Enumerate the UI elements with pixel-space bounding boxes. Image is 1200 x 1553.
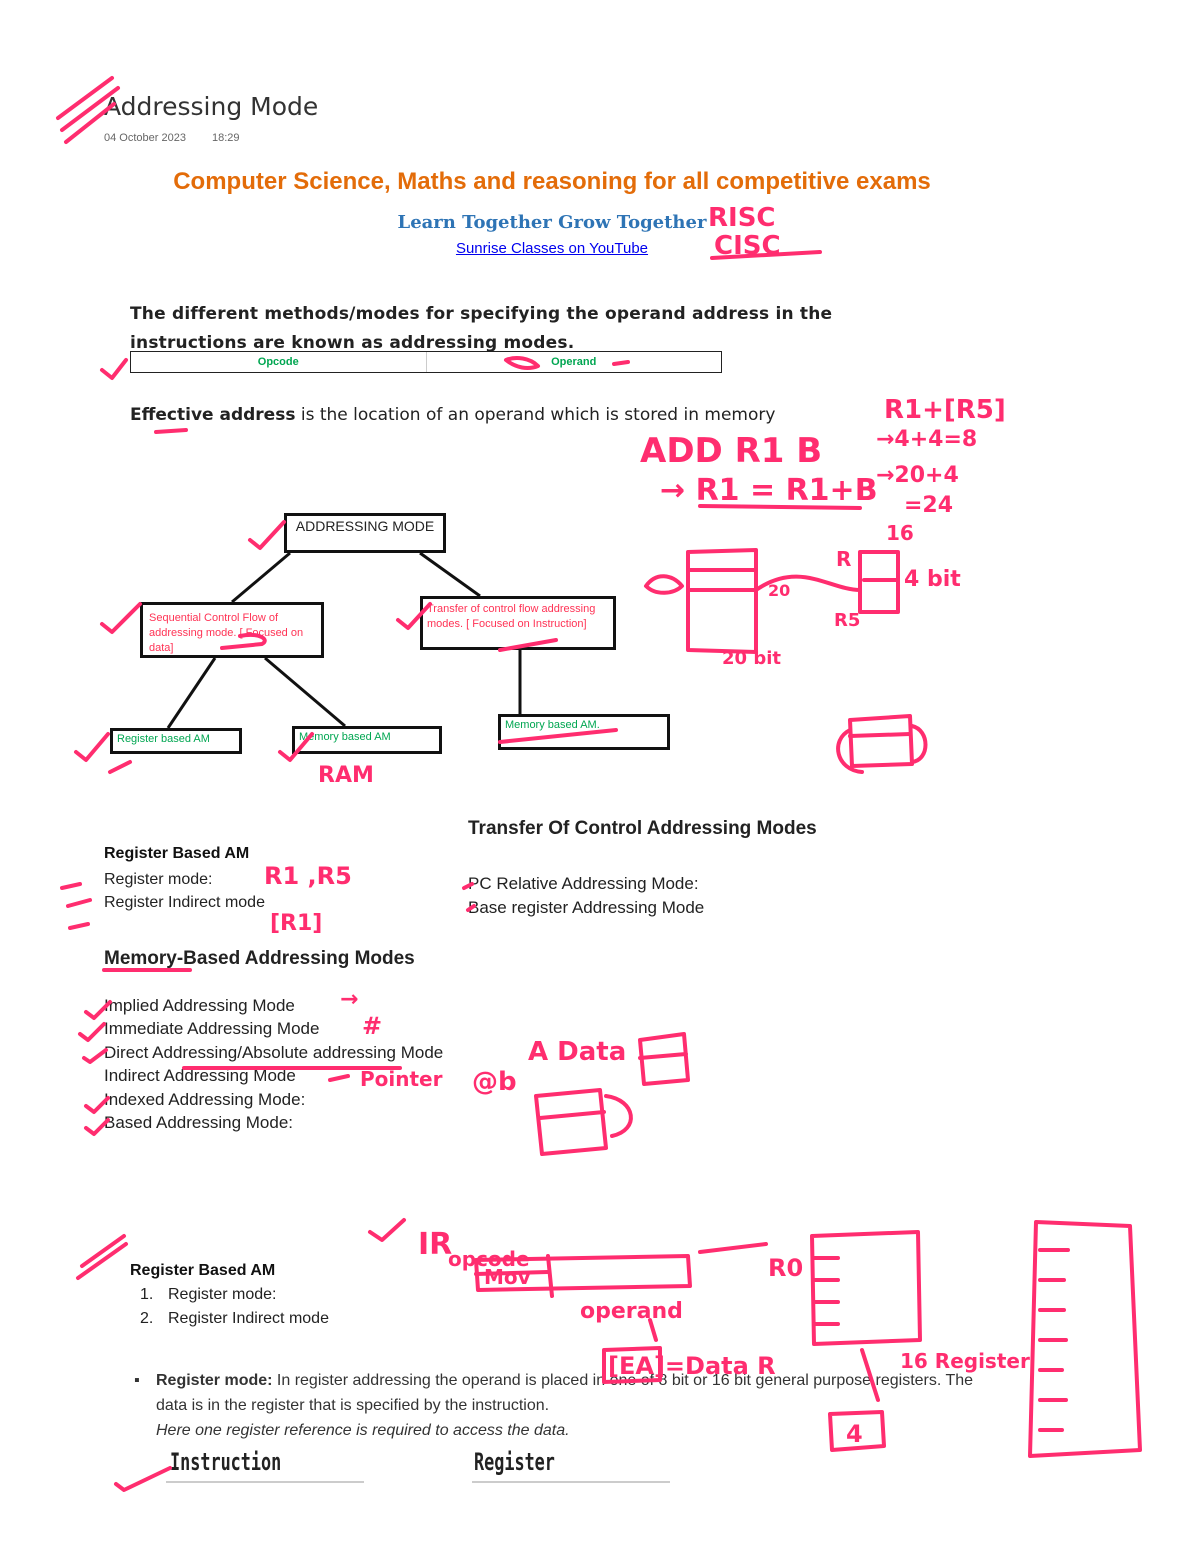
effective-address-rest: is the location of an operand which is stored in memory — [295, 405, 776, 425]
page-time: 18:29 — [211, 132, 240, 144]
register-mode-term: Register mode: — [156, 1372, 273, 1389]
memory-heading: Memory-Based Addressing Modes — [104, 948, 415, 969]
figure-instruction-label: Instruction — [170, 1448, 282, 1476]
diagram-sequential-node: Sequential Control Flow of addressing mode. [ Focused on data] — [140, 602, 324, 658]
list-item: Indirect Addressing Mode — [104, 1066, 296, 1086]
register-mode-description — [134, 1368, 1004, 1443]
list-item: Register mode: — [104, 871, 213, 888]
diagram-memory-node-2: Memory based AM. — [498, 714, 670, 750]
page-timestamp — [104, 132, 239, 144]
register-heading-2: Register Based AM — [130, 1262, 276, 1279]
ink-twenty: 20 — [768, 581, 791, 600]
list-item: Immediate Addressing Mode — [104, 1019, 320, 1039]
banner-tagline: Learn Together Grow Together — [397, 212, 707, 233]
figure-register-label: Register — [474, 1448, 555, 1476]
bullet-icon: ▪ — [134, 1372, 140, 1389]
definition-text: The different methods/modes for specifying the operand address in the instructions are known as addressing modes. — [130, 304, 833, 353]
memory-list — [104, 994, 443, 1134]
diagram-memory-node: Memory based AM — [292, 726, 442, 754]
ink-four: 4 — [846, 1420, 863, 1448]
list-item: Based Addressing Mode: — [104, 1113, 294, 1133]
ink-at-b: @b — [472, 1067, 517, 1097]
ink-ro: R0 — [768, 1254, 804, 1282]
register-mode-text: In register addressing the operand is placed in one of 8 bit or 16 bit general purpose registers. The data is in the register that is specified by the instruction. — [156, 1372, 974, 1414]
opcode-cell: Opcode — [131, 352, 427, 372]
page-date: 04 October 2023 — [104, 132, 186, 144]
list-item: Indexed Addressing Mode: — [104, 1089, 306, 1109]
diagram-root-node: ADDRESSING MODE — [284, 513, 446, 553]
ink-r: R — [836, 547, 852, 571]
operand-cell: Operand — [551, 356, 597, 368]
toc-list — [468, 872, 704, 920]
ink-r1-r5: R1+[R5] — [884, 395, 1006, 425]
ink-mov: Mov — [484, 1265, 531, 1289]
ink-ir: IR — [418, 1227, 453, 1262]
ink-add: ADD R1 B — [640, 431, 823, 471]
list-item: Base register Addressing Mode — [468, 898, 705, 917]
diagram-register-node: Register based AM — [110, 728, 242, 754]
ink-hash: # — [362, 1012, 383, 1040]
list-item: Implied Addressing Mode — [104, 996, 295, 1015]
list-item: 1. Register mode: — [140, 1286, 277, 1303]
ink-r1r5: R1 ,R5 — [264, 862, 352, 890]
effective-address-term: Effective address — [130, 405, 296, 425]
ink-operand: operand — [580, 1299, 683, 1324]
list-item: 2. Register Indirect mode — [140, 1310, 329, 1327]
instruction-format-table — [130, 351, 722, 373]
ink-arrow: → — [340, 987, 359, 1012]
ink-16-register: 16 Register — [900, 1349, 1030, 1373]
ink-calc2: →20+4 — [876, 463, 959, 488]
banner-headline: Computer Science, Maths and reasoning for all competitive exams — [173, 168, 931, 195]
ink-calc1: →4+4=8 — [876, 427, 978, 452]
ink-ram: RAM — [318, 763, 374, 788]
ink-ea-data: [EA]=Data R — [608, 1352, 776, 1380]
ink-opcode: opcode — [448, 1247, 530, 1271]
effective-address-text — [130, 405, 775, 425]
ink-4bit: 4 bit — [904, 567, 961, 592]
list-item: Direct Addressing/Absolute addressing Mode — [104, 1042, 444, 1062]
page-title: Addressing Mode — [104, 92, 319, 121]
ink-a-data: A Data — [528, 1037, 627, 1067]
list-item: PC Relative Addressing Mode: — [468, 874, 699, 893]
ink-r5: R5 — [834, 610, 861, 631]
ink-r1-bracket: [R1] — [270, 911, 323, 936]
ink-cisc: CISC — [714, 231, 781, 261]
register-ordered-list — [140, 1283, 329, 1331]
list-item: Register Indirect mode — [104, 894, 265, 911]
youtube-link[interactable]: Sunrise Classes on YouTube — [455, 240, 649, 257]
ink-assign: → R1 = R1+B — [660, 473, 878, 508]
ink-calc3: =24 — [904, 493, 954, 518]
diagram-transfer-node: Transfer of control flow addressing modes. [ Focused on Instruction] — [420, 596, 616, 650]
ink-sixteen: 16 — [886, 521, 914, 545]
ink-risc: RISC — [708, 203, 776, 233]
register-list — [104, 868, 265, 914]
toc-heading: Transfer Of Control Addressing Modes — [468, 818, 817, 839]
register-heading: Register Based AM — [104, 845, 250, 862]
ink-20bit: 20 bit — [722, 648, 781, 669]
ink-pointer: Pointer — [360, 1067, 443, 1091]
register-mode-note: Here one register reference is required to access the data. — [156, 1422, 570, 1439]
